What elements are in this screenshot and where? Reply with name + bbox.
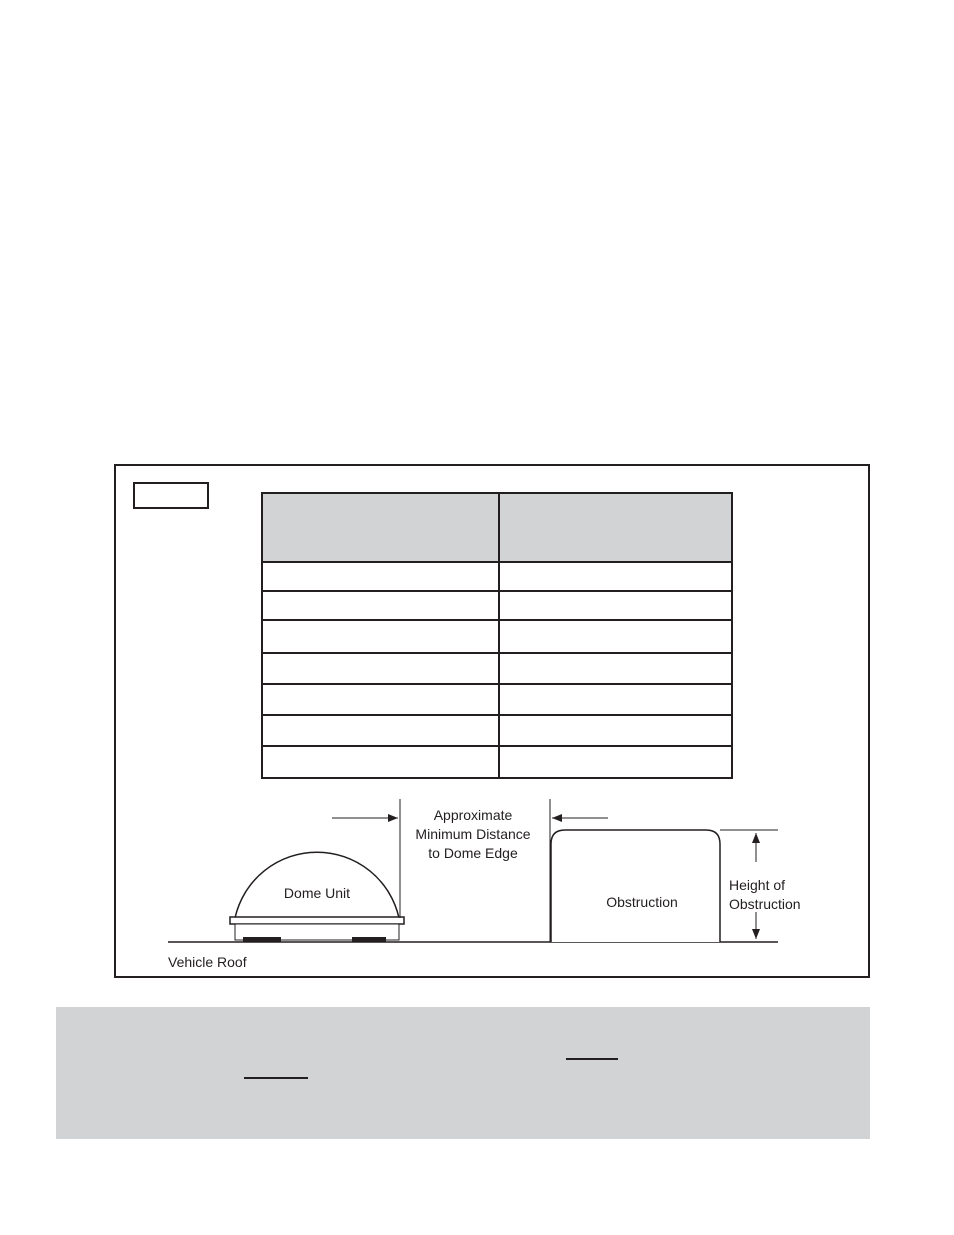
note-panel xyxy=(56,1007,870,1139)
figure-frame xyxy=(114,464,870,978)
obstruction-drawing xyxy=(551,830,720,942)
clearance-diagram xyxy=(116,466,868,976)
height-label-line-1: Height of xyxy=(729,877,786,893)
note-blank-1 xyxy=(566,1058,618,1060)
distance-label-line-1: Approximate xyxy=(433,807,513,823)
height-label-line-2: Obstruction xyxy=(729,896,801,912)
distance-label-line-3: to Dome Edge xyxy=(428,845,518,861)
obstruction-label: Obstruction xyxy=(606,894,678,910)
vehicle-roof-label: Vehicle Roof xyxy=(168,954,247,970)
note-blank-2 xyxy=(244,1077,308,1079)
distance-label-line-2: Minimum Distance xyxy=(415,826,531,842)
dome-unit-label: Dome Unit xyxy=(283,885,351,901)
